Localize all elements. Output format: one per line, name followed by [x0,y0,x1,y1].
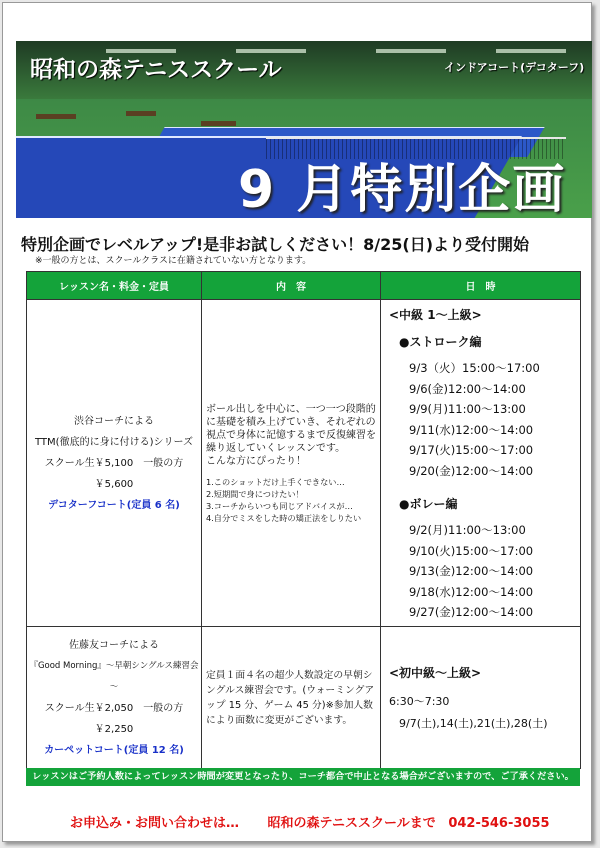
contact-phone: 042-546-3055 [448,816,550,831]
time-slot: 9/20(金)12:00～14:00 [409,463,534,478]
time-slot: 9/13(金)12:00～14:00 [409,564,534,578]
lesson-cell [27,627,202,769]
content-text: 定員１面４名の超少人数設定の早朝シングルス練習会です。(ウォーミングアップ 15 分、ゲーム 45 分)※参加人数により面数に変更がございます。 [206,669,375,726]
column-header: 日 時 [381,272,581,300]
lesson-dates: 9/7(土),14(土),21(土),28(土) [399,717,548,730]
schedule-cell [381,300,581,627]
contact-line [70,812,574,831]
time-slot: 9/6(金)12:00～14:00 [409,381,526,396]
content-text: ボール出しを中心に、一つ一つ段階的に基礎を積み上げていき、それぞれの視点で身体に記憶するまで反復練習を繰り返していくレッスンです。 [206,403,376,454]
category-label: ●ボレー編 [399,497,458,511]
contact-name: 昭和の森テニススクールまで [267,816,436,831]
time-slot: 9/27(金)12:00～14:00 [409,605,534,619]
table-header-row [27,272,581,300]
level-label: <中級 1～上級> [389,308,482,322]
content-bullet: 3.コーチからいつも同じアドバイスが… [206,500,353,511]
contact-prefix: お申込み・お問い合わせは… [70,816,240,831]
lesson-price: スクール生￥2,050 一般の方￥2,250 [44,702,184,735]
time-slot: 9/18(水)12:00～14:00 [409,584,534,599]
content-cell [202,627,381,769]
lesson-court: カーペットコート(定員 12 名) [44,744,184,756]
lesson-name: 『Good Morning』～早朝シングルス練習会～ [29,660,199,692]
category-label: ●ストローク編 [399,335,482,349]
content-bullet: 2.短期間で身につけたい！ [206,488,304,499]
column-header: レッスン名・料金・定員 [27,272,202,300]
disclaimer-bar: レッスンはご予約人数によってレッスン時間が変更となったり、コーチ都合で中止となる場合がございますので、ご了承ください。 [26,768,580,786]
school-title: 昭和の森テニススクール [30,57,282,83]
lesson-coach: 渋谷コーチによる [74,415,154,427]
time-slot: 9/2(月)11:00～13:00 [409,523,526,537]
time-slot: 9/10(火)15:00～17:00 [409,543,534,558]
content-cell [202,300,381,627]
lesson-cell [27,300,202,627]
table-row [27,300,581,627]
content-bullet: 4.自分でミスをした時の矯正法をしりたい [206,512,362,523]
lesson-price: スクール生￥5,100 一般の方￥5,600 [44,457,184,490]
lesson-name: TTM(徹底的に身に付ける)シリーズ [35,436,193,448]
flyer-page [2,2,592,842]
hero-banner [16,41,592,218]
lesson-coach: 佐藤友コーチによる [69,639,159,651]
schedule-cell [381,627,581,769]
headline: 特別企画でレベルアップ!是非お試しください！8/25(日)より受付開始 [21,235,530,254]
time-slot: 9/3（火）15:00～17:00 [409,361,540,375]
schedule-table [26,271,581,769]
special-event-title: 9 月特別企画 [238,160,567,218]
content-bullet: 1.このショットだけ上手くできない… [206,476,345,487]
lesson-court: デコターフコート(定員 6 名) [48,499,180,511]
level-label: <初中級～上級> [389,666,482,680]
court-type: インドアコート(デコターフ) [444,61,585,74]
table-row [27,627,581,769]
content-text: こんな方にぴったり！ [206,455,306,467]
lesson-time: 6:30～7:30 [389,695,450,708]
time-slot: 9/11(水)12:00～14:00 [409,422,534,437]
time-slot: 9/9(月)11:00～13:00 [409,402,526,416]
column-header: 内 容 [202,272,381,300]
time-slot: 9/17(火)15:00～17:00 [409,443,534,457]
note: ※一般の方とは、スクールクラスに在籍されていない方となります。 [35,256,312,266]
